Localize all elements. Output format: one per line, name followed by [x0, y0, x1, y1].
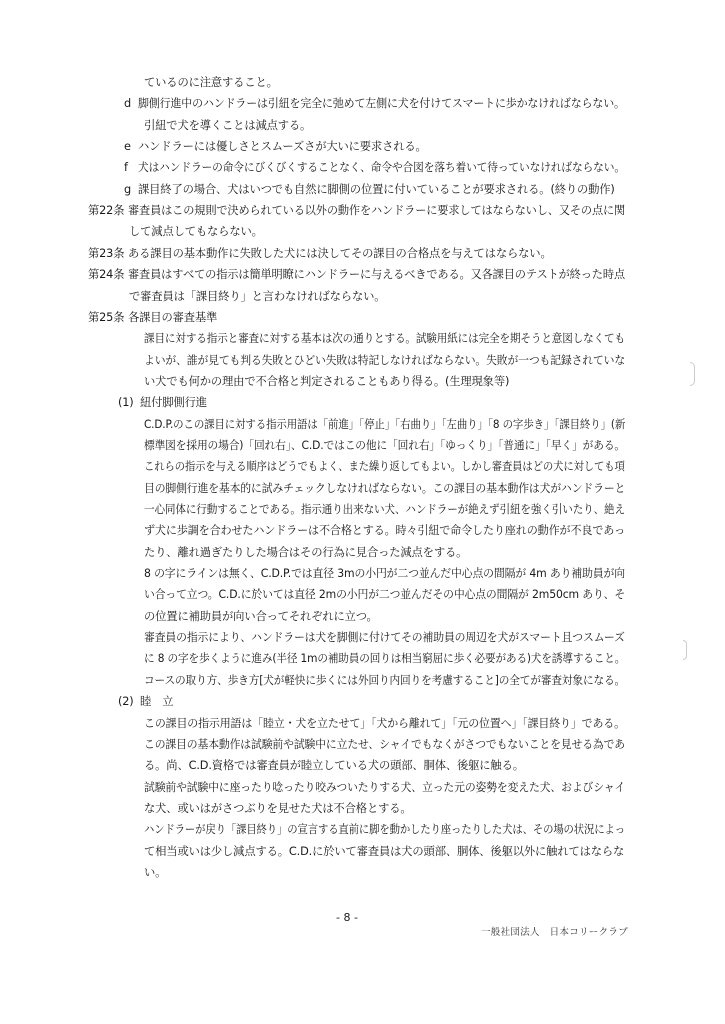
text-line: い合って立つ。C.D.に於いては直径 2mの小円が二つ並んだその中心点の間隔が 2m50cm あり、そ: [144, 588, 626, 602]
text-line: 脚側行進中のハンドラーは引紐を完全に弛めて左側に犬を付けてスマートに歩かなければならない。: [138, 97, 625, 111]
text-line: 犬はハンドラーの命令にびくびくすることなく、命令や合図を落ち着いて待っていなければならない。: [138, 161, 625, 175]
text-line: い。: [144, 865, 167, 879]
text-line: 課目に対する指示と審査に対する基本は次の通りとする。試験用紙には完全を期そうと意図しなくても: [144, 332, 625, 346]
section-number: (2): [118, 695, 134, 709]
list-marker: d: [124, 97, 132, 111]
article-number: 第22条: [88, 204, 125, 218]
list-marker: g: [124, 182, 132, 196]
text-line: に 8 の字を歩くように進み(半径 1mの補助員の回りは相当窮屈に歩く必要がある)犬を誘導すること。: [144, 652, 626, 666]
text-line: たり、離れ過ぎたりした場合はその行為に見合った減点をする。: [144, 545, 468, 559]
text-line: 課目終了の場合、犬はいつでも自然に脚側の位置に付いていることが要求される。(終りの動作): [138, 182, 615, 196]
text-line: 目の脚側行進を基本的に試みチェックしなければならない。この課目の基本動作は犬がハンドラーと: [144, 481, 626, 495]
text-line: C.D.P.のこの課目に対する指示用語は「前進」「停止」「右曲り」「左曲り」「8 の字歩き」「課目終り」(新: [144, 417, 626, 431]
text-line: この課目の指示用語は「睦立・犬を立たせて」「犬から離れて」「元の位置へ」「課目終り」である。: [144, 716, 625, 730]
scan-mark: [690, 362, 695, 386]
text-line: 引紐で犬を導くことは減点する。: [144, 118, 312, 132]
page-number: - 8 -: [336, 911, 358, 924]
article-number: 第25条: [88, 310, 125, 324]
list-marker: e: [124, 140, 131, 154]
section-number: (1): [118, 396, 134, 410]
text-line: この課目の基本動作は試験前や試験中に立たせ、シャイでもなくがさつでもないことを見せる為であ: [144, 737, 626, 751]
text-line: よいが、誰が見ても判る失敗とひどい失敗は特記しなければならない。失敗が一つも記録されていな: [144, 353, 626, 367]
scan-mark: [683, 640, 687, 660]
article-number: 第23条: [88, 246, 125, 260]
text-line: で審査員は「課目終り」と言わなければならない。: [129, 289, 386, 303]
article-text: 審査員はすべての指示は簡単明瞭にハンドラーに与えるべきである。又各課目のテストが終った時点: [128, 268, 625, 282]
text-line: ているのに注意すること。: [144, 76, 278, 89]
text-line: 標準図を採用の場合)「回れ右」、C.D.ではこの他に「回れ右」「ゆっくり」「普通に」「早く」がある。: [144, 438, 626, 452]
article-number: 第24条: [88, 268, 125, 282]
text-line: 試験前や試験中に座ったり唸ったり咬みついたりする犬、立った元の姿勢を変えた犬、およびシャイ: [144, 780, 626, 794]
text-line: 審査員の指示により、ハンドラーは犬を脚側に付けてその補助員の周辺を犬がスマート且つスムーズ: [144, 631, 625, 645]
section-title: 紐付脚側行進: [140, 396, 207, 410]
section-title: 睦 立: [140, 695, 174, 709]
text-line: な犬、或いはがさつぶりを見せた犬は不合格とする。: [144, 801, 412, 815]
text-line: の位置に補助員が向い合ってそれぞれに立つ。: [144, 609, 378, 623]
list-marker: f: [124, 161, 128, 175]
text-line: コースの取り方、歩き方[犬が軽快に歩くには外回り内回りを考慮すること]の全てが審査対象になる。: [144, 673, 626, 687]
footer-organization: 一般社団法人 日本コリークラブ: [481, 927, 629, 938]
text-line: る。尚、C.D.資格では審査員が睦立している犬の頭部、胴体、後躯に触る。: [144, 759, 524, 773]
text-line: ず犬に歩調を合わせたハンドラーは不合格とする。時々引紐で命令したり座れの動作が不良であっ: [144, 524, 626, 538]
text-line: これらの指示を与える順序はどうでもよく、また繰り返してもよい。しかし審査員はどの犬に対しても項: [144, 460, 625, 474]
text-line: して減点してもならない。: [129, 225, 263, 239]
text-line: い犬でも何かの理由で不合格と判定されることもあり得る。(生理現象等): [144, 374, 510, 388]
article-text: 各課目の審査基準: [128, 310, 218, 324]
text-line: ハンドラーには優しさとスムーズさが大いに要求される。: [138, 140, 427, 154]
text-line: ハンドラーが戻り「課目終り」の宣言する直前に脚を動かしたり座ったりした犬は、その場の状況によっ: [144, 823, 625, 837]
article-text: ある課目の基本動作に失敗した犬には決してその課目の合格点を与えてはならない。: [128, 246, 552, 260]
article-text: 審査員はこの規則で決められている以外の動作をハンドラーに要求してはならないし、又その点に関: [128, 204, 626, 218]
text-line: て相当或いは少し減点する。C.D.に於いて審査員は犬の頭部、胴体、後躯以外に触れてはならな: [144, 844, 625, 858]
text-line: 一心同体に行動することである。指示通り出来ない犬、ハンドラーが絶えず引紐を強く引いたり、絶え: [144, 503, 625, 516]
text-line: 8 の字にラインは無く、C.D.P.では直径 3mの小円が二つ並んだ中心点の間隔が 4m あり補助員が向: [144, 567, 625, 581]
